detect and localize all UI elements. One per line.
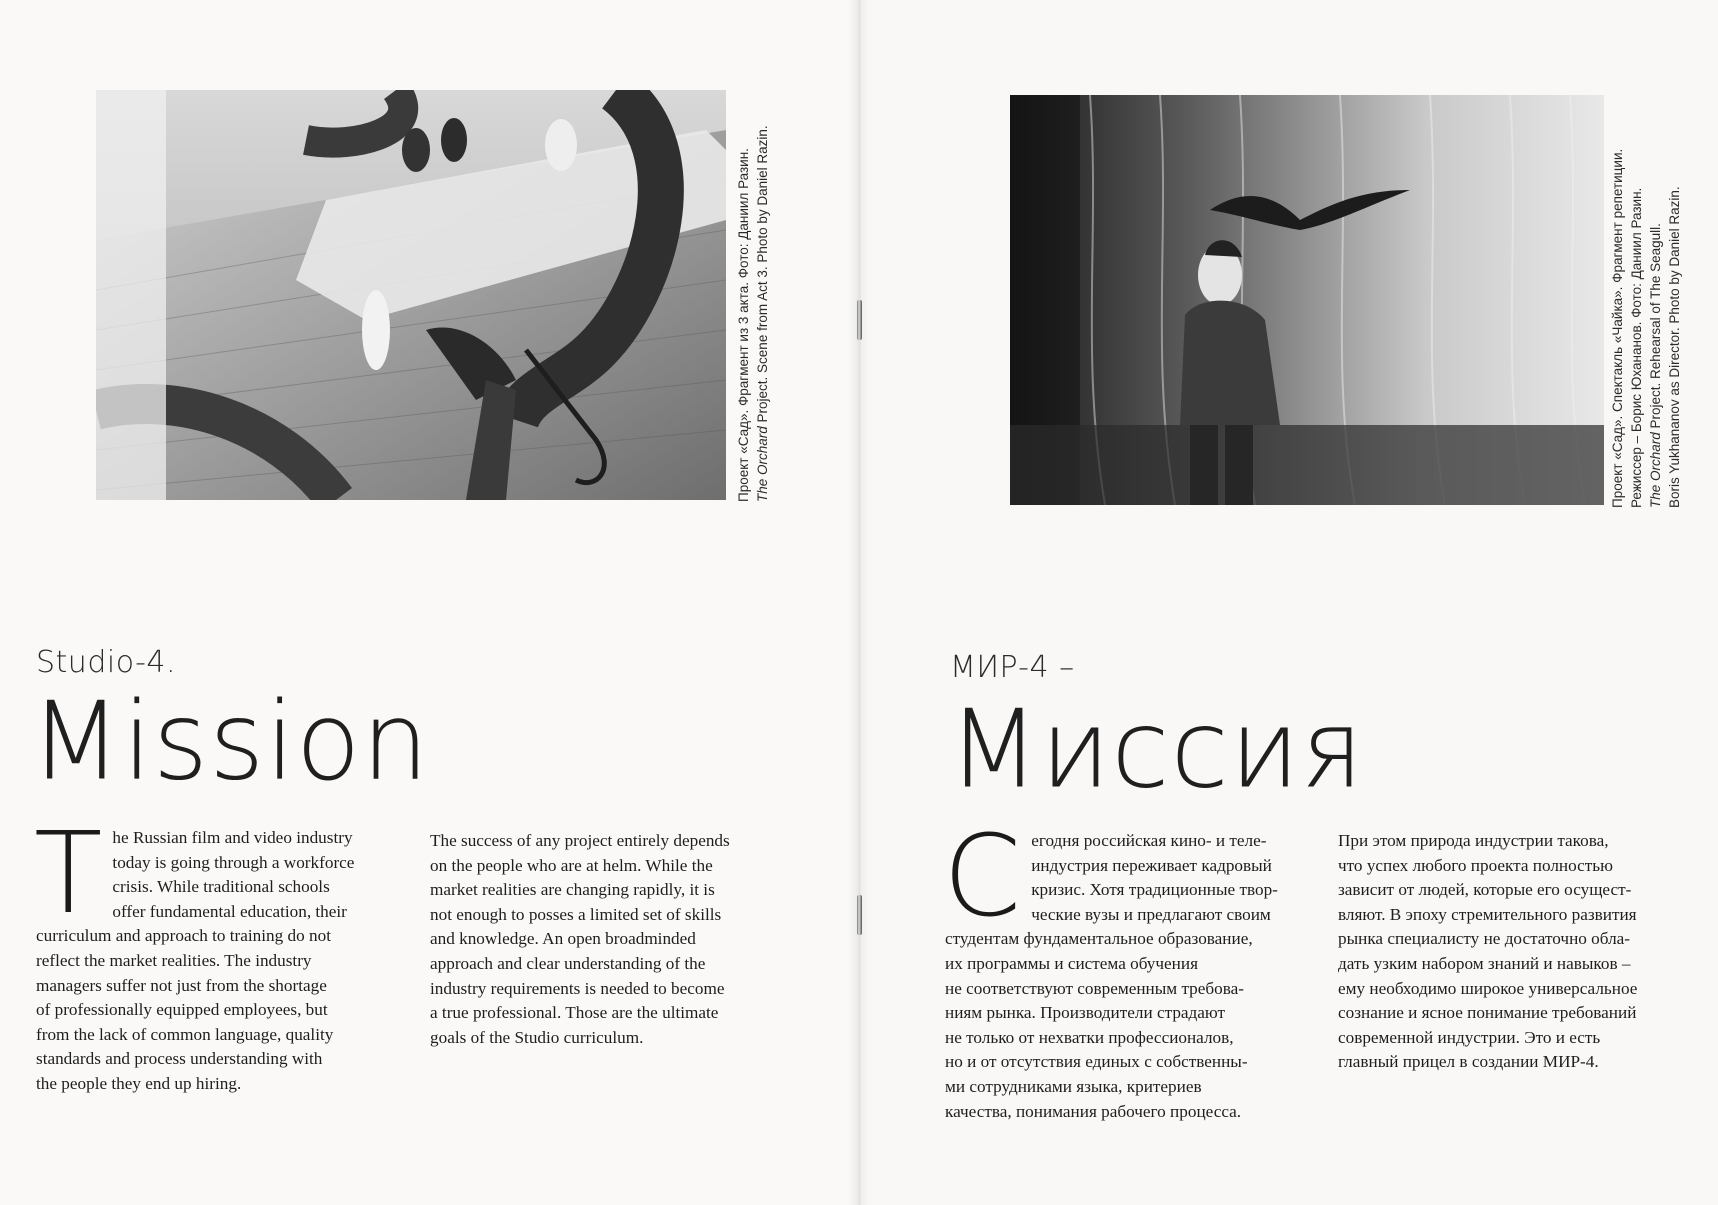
spine-gutter [848, 0, 870, 1205]
text-line: рынка специалисту не достаточно обла- [1338, 929, 1630, 949]
text-line: ми сотрудниками языка, критериев [945, 1076, 1202, 1096]
text-line: сознание и ясное понимание требований [1338, 1003, 1637, 1023]
text-line: не только от нехватки профессионалов, [945, 1027, 1234, 1047]
caption-line [1646, 149, 1665, 508]
caption-rest: Project. Scene from Act 3. Photo by Daniel Razin. [755, 125, 770, 427]
text-line: offer fundamental education, their [112, 901, 347, 921]
theatre-rehearsal-photo [96, 90, 726, 500]
text-line: reflect the market realities. The industry [36, 950, 312, 970]
text-line: a true professional. Those are the ultimate [430, 1003, 719, 1023]
caption-line [753, 125, 772, 502]
caption-line: Boris Yukhananov as Director. Photo by Daniel Razin. [1667, 186, 1682, 508]
text-line: студентам фундаментальное образование, [945, 929, 1253, 949]
page-title: Миссия [948, 686, 1365, 813]
text-line: on the people who are at helm. While the [430, 855, 713, 875]
text-line: the people they end up hiring. [36, 1073, 242, 1093]
text-line: today is going through a workforce [112, 852, 355, 872]
page-title: Mission [30, 678, 430, 805]
text-line: их программы и система обучения [945, 953, 1198, 973]
body-column-2 [430, 829, 810, 1050]
right-photo-caption [1608, 149, 1684, 508]
body-column-1 [34, 809, 396, 1097]
text-line: from the lack of common language, quality [36, 1024, 334, 1044]
text-line: При этом природа индустрии такова, [1338, 831, 1609, 850]
text-line: дать узким набором знаний и навыков – [1338, 953, 1631, 973]
text-line: industry requirements is needed to become [430, 978, 725, 998]
text-line: The success of any project entirely depends [430, 831, 730, 850]
text-line: managers suffer not just from the shortage [36, 975, 327, 995]
text-line: зависит от людей, которые его осущест- [1338, 880, 1632, 900]
seagull-rehearsal-photo [1010, 95, 1604, 505]
text-line: standards and process understanding with [36, 1049, 323, 1069]
text-line: егодня российская кино- и теле- [1031, 831, 1267, 850]
caption-line: Проект «Сад». Спектакль «Чайка». Фрагмент репетиции. [1610, 148, 1625, 508]
text-line: ему необходимо широкое универсальное [1338, 978, 1638, 998]
text-line: качества, понимания рабочего процесса. [945, 1101, 1242, 1121]
text-line: approach and clear understanding of the [430, 953, 706, 973]
caption-italic: The Orchard [1648, 432, 1663, 508]
section-kicker: МИР-4 – [950, 650, 1075, 685]
drop-cap: С [943, 812, 1022, 942]
text-line: of professionally equipped employees, but [36, 1000, 328, 1020]
text-line: and knowledge. An open broadminded [430, 929, 696, 949]
caption-rest: Project. Rehearsal of The Seagull. [1648, 223, 1663, 433]
staple [857, 895, 862, 935]
text-line: crisis. While traditional schools [112, 877, 330, 897]
caption-italic: The Orchard [755, 426, 770, 502]
text-line: кризис. Хотя традиционные твор- [1031, 880, 1278, 900]
staple [857, 300, 862, 340]
text-line: not enough to posses a limited set of skills [430, 904, 722, 924]
text-line: ниям рынка. Производители страдают [945, 1003, 1226, 1023]
text-line: что успех любого проекта полностью [1338, 855, 1613, 875]
drop-cap: T [34, 809, 103, 939]
caption-line: Проект «Сад». Фрагмент из 3 акта. Фото: Даниил Разин. [736, 148, 751, 502]
text-line: не соответствуют современным требова- [945, 978, 1244, 998]
text-line: но и от отсутствия единых с собственны- [945, 1052, 1248, 1072]
text-line: вляют. В эпоху стремительного развития [1338, 904, 1637, 924]
section-kicker: Studio-4. [36, 645, 177, 680]
text-line: главный прицел в создании МИР-4. [1338, 1052, 1599, 1072]
text-line: he Russian film and video industry [112, 828, 353, 847]
text-line: goals of the Studio curriculum. [430, 1027, 644, 1047]
left-photo-caption [734, 125, 772, 502]
body-column-4 [1338, 829, 1708, 1075]
body-column-3 [943, 812, 1305, 1124]
text-line: ческие вузы и предлагают своим [1031, 904, 1271, 924]
text-line: curriculum and approach to training do not [36, 926, 331, 946]
caption-line: Режиссер – Борис Юхананов. Фото: Даниил Разин. [1629, 187, 1644, 508]
text-line: market realities are changing rapidly, it is [430, 880, 715, 900]
text-line: современной индустрии. Это и есть [1338, 1027, 1601, 1047]
text-line: индустрия переживает кадровый [1031, 855, 1272, 875]
